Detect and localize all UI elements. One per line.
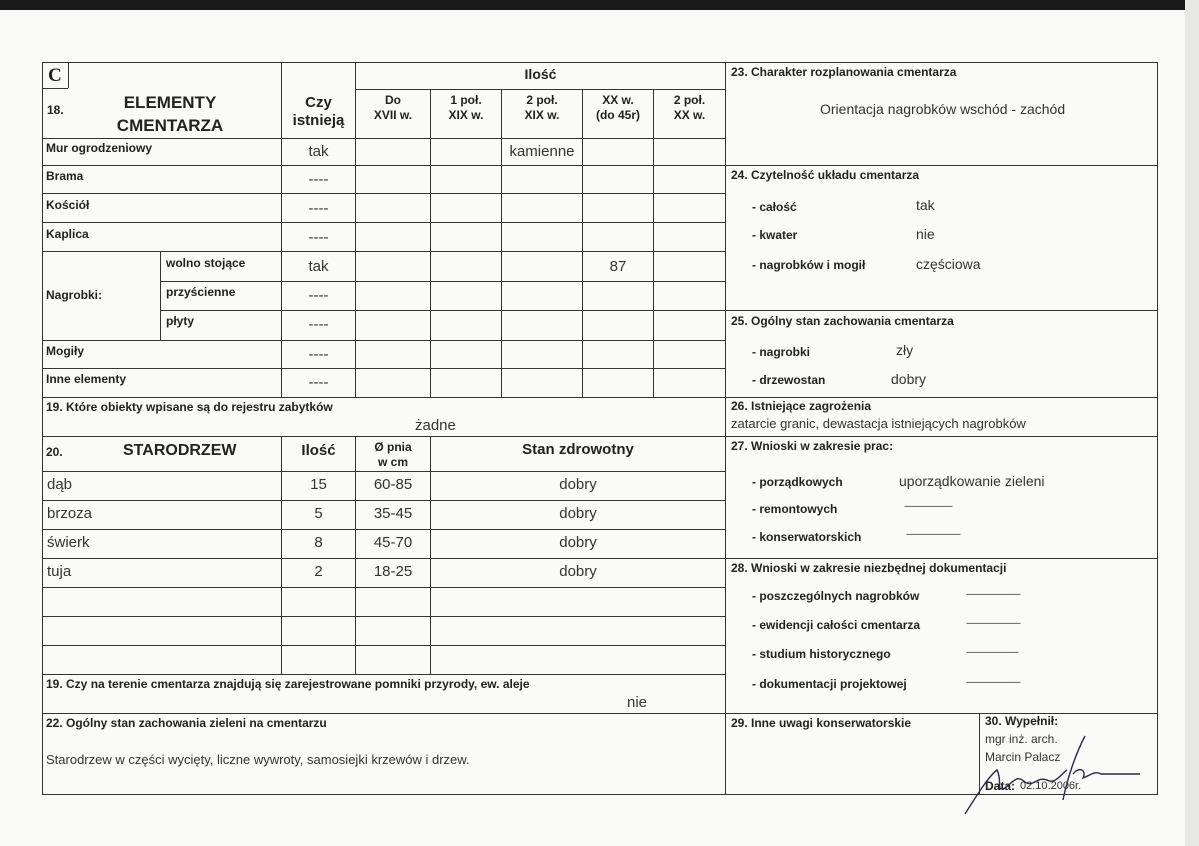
section-22-title: 22. Ogólny stan zachowania zieleni na cmentarzu: [46, 716, 327, 730]
s27-value-1: uporządkowanie zieleni: [899, 473, 1045, 489]
nagrobki-label: Nagrobki:: [46, 288, 103, 302]
row-label-plyty: płyty: [166, 314, 195, 328]
s30-date-label: Data:: [985, 779, 1016, 793]
s25-value-1: zły: [896, 342, 914, 358]
tree-table-title: STARODRZEW: [123, 442, 237, 459]
tree-name-1: dąb: [47, 476, 73, 493]
row-label-brama: Brama: [46, 169, 84, 183]
period-header-4a: XX w.: [602, 93, 634, 107]
s28-value-3: --------------------------: [966, 647, 1018, 657]
tree-col-health: Stan zdrowotny: [522, 441, 634, 458]
tree-name-2: brzoza: [47, 505, 93, 522]
section-20-number: 20.: [46, 445, 63, 459]
row-label-mur: Mur ogrodzeniowy: [46, 141, 152, 155]
row-label-kosciol: Kościół: [46, 198, 90, 212]
row-czy-inne: ----: [308, 374, 329, 391]
s27-label-1: - porządkowych: [752, 475, 843, 489]
section-19a-title: 19. Które obiekty wpisane są do rejestru zabytków: [46, 400, 333, 414]
s24-value-3: częściowa: [916, 256, 981, 272]
s30-line2: Marcin Palacz: [985, 750, 1061, 764]
period-header-4b: (do 45r): [595, 108, 640, 122]
tree-health-2: dobry: [559, 505, 597, 522]
section-19a-value: żadne: [415, 417, 456, 434]
row-label-mogily: Mogiły: [46, 344, 84, 358]
signature: [955, 730, 1155, 820]
tree-name-4: tuja: [47, 563, 72, 580]
s28-label-3: - studium historycznego: [752, 647, 891, 661]
tree-diam-1: 60-85: [373, 476, 413, 493]
s25-label-2: - drzewostan: [752, 373, 826, 387]
tree-diam-2: 35-45: [373, 505, 413, 522]
row-czy-brama: ----: [308, 171, 329, 188]
section-25-title: 25. Ogólny stan zachowania cmentarza: [731, 314, 954, 328]
section-19b-value: nie: [627, 694, 648, 711]
section-19b-title: 19. Czy na terenie cmentarza znajdują się zarejestrowane pomniki przyrody, ew. aleje: [46, 677, 530, 691]
row-czy-kaplica: ----: [308, 229, 329, 246]
s30-line1: mgr inż. arch.: [985, 732, 1058, 746]
row-czy-przyscienne: ----: [308, 287, 329, 304]
tree-diam-3: 45-70: [373, 534, 413, 551]
tree-name-3: świerk: [47, 534, 90, 551]
tree-diam-4: 18-25: [373, 563, 413, 580]
tree-qty-2: 5: [314, 505, 323, 522]
s27-label-3: - konserwatorskich: [752, 530, 862, 544]
tree-col-diam-line1: Ø pnia: [374, 440, 412, 454]
section-22-value: Starodrzew w części wycięty, liczne wywroty, samosiejki krzewów i drzew.: [46, 752, 470, 767]
period-header-3a: 2 poł.: [526, 93, 558, 107]
s28-label-2: - ewidencji całości cmentarza: [752, 618, 921, 632]
row-label-inne: Inne elementy: [46, 372, 127, 386]
period-header-3b: XIX w.: [524, 108, 560, 122]
tree-col-qty: Ilość: [301, 442, 336, 459]
row-value-wolno: 87: [609, 258, 627, 275]
section-23-title: 23. Charakter rozplanowania cmentarza: [731, 65, 957, 79]
tree-health-4: dobry: [559, 563, 597, 580]
section-30-title: 30. Wypełnił:: [985, 714, 1059, 728]
s28-value-1: ---------------------------: [966, 589, 1020, 599]
czy-header-line1: Czy: [305, 94, 332, 111]
row-label-wolno: wolno stojące: [166, 256, 246, 270]
section-29-title: 29. Inne uwagi konserwatorskie: [731, 716, 912, 730]
row-value-mur: kamienne: [509, 143, 575, 160]
s27-label-2: - remontowych: [752, 502, 838, 516]
s28-label-1: - poszczególnych nagrobków: [752, 589, 920, 603]
s27-value-2: ------------------------: [904, 501, 952, 511]
period-header-2a: 1 poł.: [450, 93, 482, 107]
s24-label-3: - nagrobków i mogił: [752, 258, 866, 272]
table-title-line1: ELEMENTY: [123, 93, 217, 112]
s27-value-3: ---------------------------: [906, 529, 960, 539]
s28-label-4: - dokumentacji projektowej: [752, 677, 907, 691]
row-czy-wolno: tak: [308, 258, 329, 275]
row-czy-plyty: ----: [308, 316, 329, 333]
tree-qty-4: 2: [314, 563, 323, 580]
tree-qty-3: 8: [314, 534, 323, 551]
s24-value-1: tak: [916, 197, 935, 213]
tree-health-1: dobry: [559, 476, 597, 493]
period-header-1b: XVII w.: [373, 108, 413, 122]
section-letter: C: [48, 65, 62, 86]
s28-value-4: ---------------------------: [966, 677, 1020, 687]
period-header-5b: XX w.: [673, 108, 706, 122]
s24-label-1: - całość: [752, 200, 797, 214]
row-label-kaplica: Kaplica: [46, 227, 89, 241]
section-26-value: zatarcie granic, dewastacja istniejących nagrobków: [731, 416, 1026, 431]
row-czy-mogily: ----: [308, 346, 329, 363]
s24-label-2: - kwater: [752, 228, 798, 242]
section-26-title: 26. Istniejące zagrożenia: [731, 399, 872, 413]
section-23-value: Orientacja nagrobków wschód - zachód: [820, 101, 1066, 117]
s24-value-2: nie: [916, 226, 935, 242]
s25-value-2: dobry: [891, 371, 927, 387]
period-header-5a: 2 poł.: [673, 93, 706, 107]
czy-header-line2: istnieją: [292, 112, 345, 129]
tree-health-3: dobry: [559, 534, 597, 551]
section-18-number: 18.: [47, 103, 64, 117]
row-czy-mur: tak: [308, 143, 329, 160]
row-czy-kosciol: ----: [308, 200, 329, 217]
s28-value-2: ---------------------------: [966, 618, 1020, 628]
period-header-2b: XIX w.: [448, 108, 484, 122]
section-27-title: 27. Wnioski w zakresie prac:: [731, 439, 894, 453]
row-label-przyscienne: przyścienne: [166, 285, 236, 299]
section-24-title: 24. Czytelność układu cmentarza: [731, 168, 920, 182]
table-title-line2: CMENTARZA: [116, 116, 224, 135]
s30-date-value: 02.10.2006r.: [1020, 780, 1082, 792]
tree-qty-1: 15: [310, 476, 327, 493]
tree-col-diam-line2: w cm: [377, 455, 408, 469]
ilosc-header: Ilość: [524, 66, 557, 82]
section-28-title: 28. Wnioski w zakresie niezbędnej dokumentacji: [731, 561, 1007, 575]
period-header-1a: Do: [385, 93, 401, 107]
s25-label-1: - nagrobki: [752, 345, 811, 359]
